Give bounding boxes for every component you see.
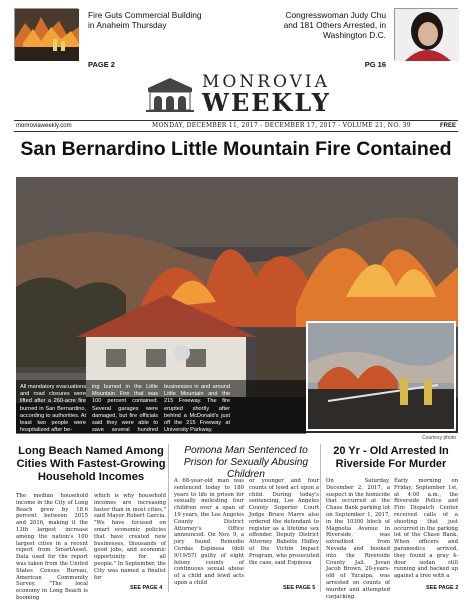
- teaser-page-ref[interactable]: PG 16: [364, 60, 386, 69]
- masthead[interactable]: [140, 72, 340, 116]
- see-page-link[interactable]: SEE PAGE 4: [130, 585, 163, 591]
- story-headline-long-beach[interactable]: Long Beach Named Among Cities With Fastest-Growing Household Incomes: [16, 445, 166, 483]
- masthead-line1: MONROVIA: [202, 72, 330, 92]
- story-body-column: which is why household incomes are increasing faster than in most cities," said Mayor Robert Garcia. "We have focused on smart economic policies that have created new businesses, thousands of good jobs, and economic opportunity for all people." In September, the City was named a finalist for: [94, 493, 166, 581]
- website-link[interactable]: monroviaweekly.com: [16, 123, 72, 129]
- caption-column: All mandatory evacuations and road closures were lifted after a 260-acre fire burned in San Bernardino, according to authorities. At least two people were hospitalized after be-: [20, 384, 86, 434]
- caption-column: ing burned in the Little Mountain Fire that was 100 percent contained. Several garages were damaged, but fire officials said they were able to save several hundred homes and: [92, 384, 158, 441]
- teaser-fire-photo: [14, 8, 78, 60]
- masthead-line2: WEEKLY: [202, 88, 331, 117]
- firefighters-inset-photo: [306, 321, 456, 431]
- photo-credit: Courtesy photo: [422, 435, 456, 441]
- issue-date: MONDAY, DECEMBER 11, 2017 - DECEMBER 17, 2017 - VOLUME 21, NO. 39: [152, 122, 411, 129]
- story-body-column: The median household income in the City of Long Beach grew by 18.6 percent between 2015 and 2016, making it the 13th largest increase among the nation's 100 largest cities in a recent report from SmartAsset. Data used for the report was taken from the United States Census Bureau, American Community Survey. "The local economy in Long Beach is booming: [16, 493, 88, 601]
- teaser-headline[interactable]: Fire Guts Commercial Building in Anaheim Thursday: [88, 10, 202, 30]
- masthead-title: [202, 74, 331, 115]
- column-divider: [168, 444, 169, 592]
- teaser-portrait-photo: [394, 8, 458, 60]
- see-page-link[interactable]: SEE PAGE 5: [283, 585, 316, 591]
- building-logo-icon: [144, 76, 196, 112]
- teaser-page-ref[interactable]: PAGE 2: [88, 60, 115, 69]
- story-body-column: or younger and four counts of lewd act upon a child. During today's sentencing, Los Angeles County Superior Court Judge Bruce Marrs also ordered the defendant to register as a lifetime sex offender. Deputy District Attorney Babette Hidley of the Victim Impact Program, who prosecuted the case, said Espinosa: [249, 478, 319, 566]
- story-headline-riverside[interactable]: 20 Yr - Old Arrested In Riverside For Murder: [333, 445, 449, 470]
- story-body-column: A 68-year-old man was sentenced today to 180 years to life in prison for sexually molesting four children over a span of 19 years, the Los Angeles County District Attorney's Office announced. On Nov. 9, a jury found Remedio Cerdas Espinosa (dob 9/19/57) guilty of eight felony counts of continuous sexual abuse of a child and lewd acts upon a child: [174, 478, 244, 586]
- lead-headline[interactable]: San Bernardino Little Mountain Fire Contained: [20, 138, 452, 160]
- teaser-anaheim-fire[interactable]: [14, 8, 214, 70]
- teaser-judy-chu[interactable]: [280, 8, 458, 70]
- story-headline-pomona[interactable]: Pomona Man Sentenced to Prison for Sexually Abusing Children: [183, 445, 309, 480]
- price-label: FREE: [439, 123, 456, 129]
- caption-column: businesses in and around Little Mountain and the 215 Freeway. The fire erupted shortly after behind a McDonald's just off the 215 Freeway at University Parkway.: [164, 384, 230, 434]
- story-body-column: Early morning on Friday, September 1st, at 4:00 a.m., the Riverside Police and Fire Dispatch Center received calls of a shooting that just occurred in the parking lot of the Chase Bank. When officers and paramedics arrived, they found a gray 4-door sedan still running and backed up against a tree with a: [394, 478, 458, 580]
- dateline-bar: [14, 120, 458, 132]
- column-divider: [320, 444, 321, 592]
- lead-caption: [16, 380, 306, 441]
- teaser-headline[interactable]: Congresswoman Judy Chu and 181 Others Arrested, in Washington D.C.: [283, 10, 386, 40]
- story-body-column: On Saturday, December 2, 2017, a suspect in the homicide that occurred at the Chase Bank parking lot on September 1, 2017, in the 10300 block of Magnolia Avenue in Riverside, was extradited from Nevada and booked into the Riverside County Jail. Jovan Jacob Brown, 20-years-old of Yucaipa, was arrested on counts of murder and attempted carjacking.: [326, 478, 390, 600]
- see-page-link[interactable]: SEE PAGE 2: [426, 585, 459, 591]
